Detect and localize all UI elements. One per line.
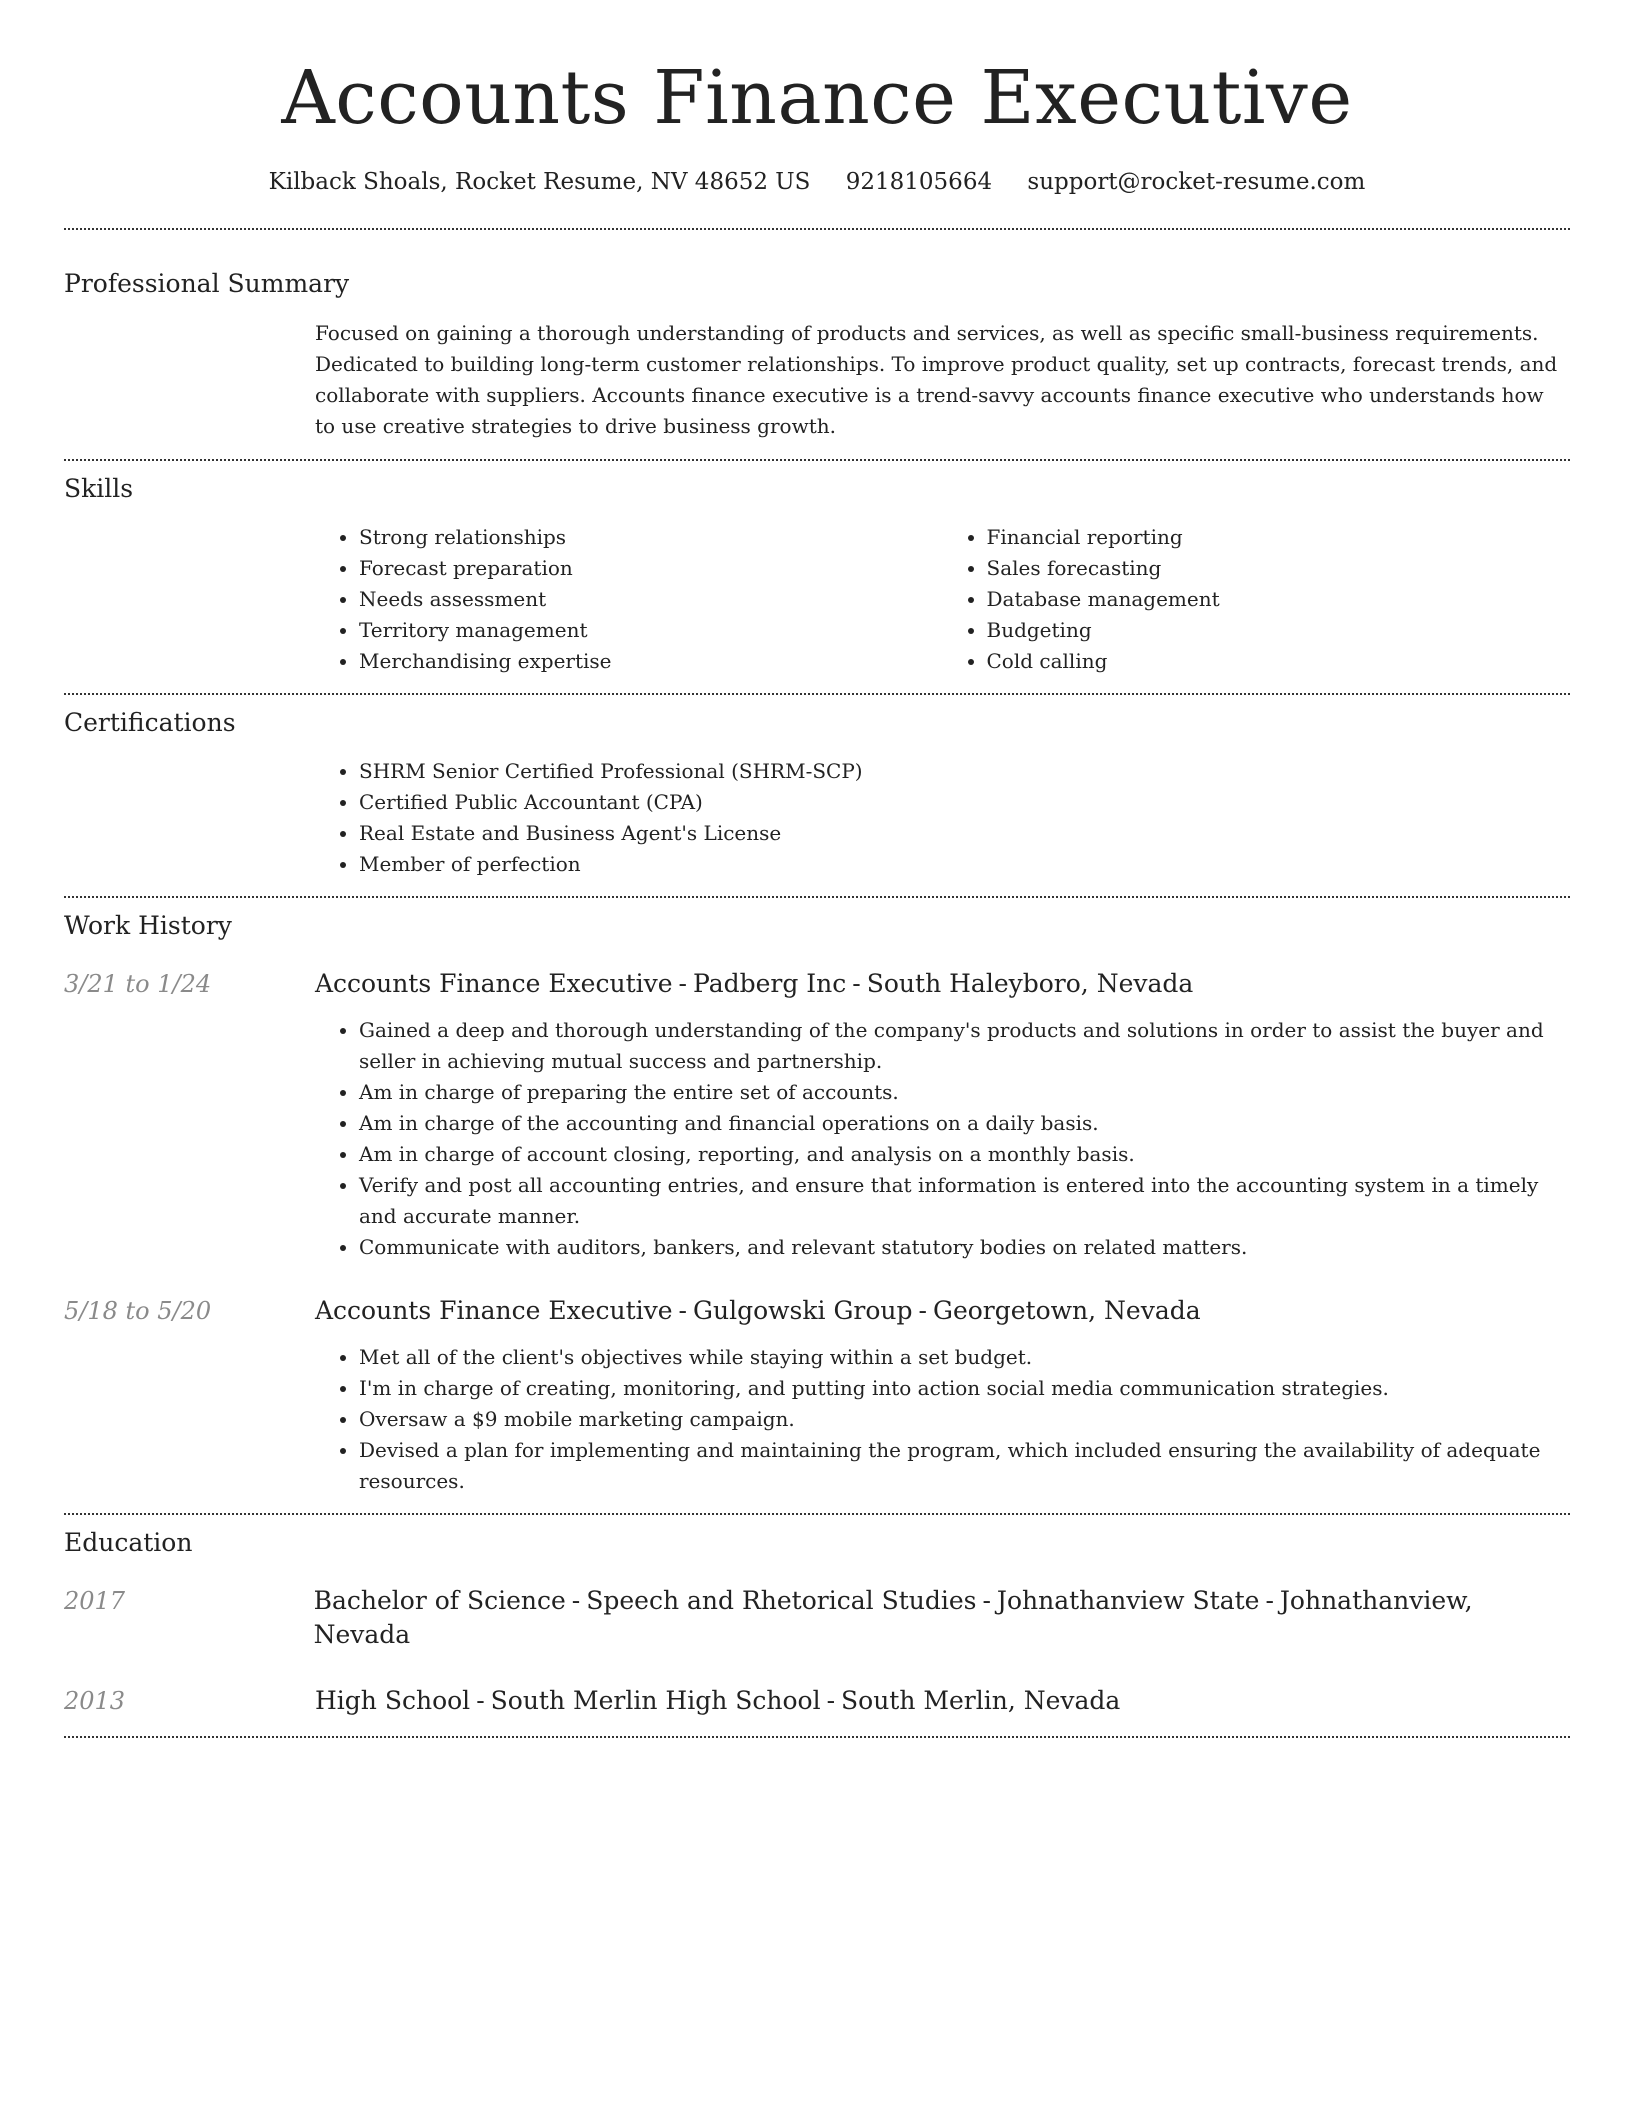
separator: - — [852, 969, 861, 998]
job-location: Georgetown, Nevada — [932, 1296, 1201, 1325]
certification-item: • SHRM Senior Certified Professional (SHRM-SCP) — [359, 756, 1570, 787]
job-bullet: • Am in charge of account closing, reporting, and analysis on a monthly basis. — [359, 1139, 1570, 1170]
skill-item: • Database management — [987, 584, 1571, 615]
education-year: 2017 — [64, 1587, 126, 1615]
education-degree: Bachelor of Science — [313, 1586, 566, 1615]
separator: - — [571, 1586, 581, 1615]
section-divider — [64, 896, 1570, 898]
job-role: Accounts Finance Executive — [315, 1296, 673, 1325]
job-entry — [64, 967, 1570, 1001]
section-divider — [64, 1736, 1570, 1738]
job-dates: 3/21 to 1/24 — [64, 970, 212, 998]
resume-page — [64, 0, 1570, 1738]
job-dates: 5/18 to 5/20 — [64, 1297, 212, 1325]
education-location: Johnathanview, Nevada — [313, 1586, 1473, 1649]
job-bullet: • Met all of the client's objectives while staying within a set budget. — [359, 1342, 1570, 1373]
skill-item: • Needs assessment — [359, 584, 943, 615]
skill-item: • Sales forecasting — [987, 553, 1571, 584]
education-field: Speech and Rhetorical Studies — [586, 1586, 977, 1615]
separator: - — [826, 1686, 836, 1715]
separator: - — [918, 1296, 927, 1325]
skills-heading: Skills — [64, 474, 134, 503]
job-bullets — [315, 1342, 1570, 1497]
skills-list-left — [315, 522, 943, 677]
certification-item: • Certified Public Accountant (CPA) — [359, 787, 1570, 818]
job-bullets — [315, 1015, 1570, 1263]
contact-email: support@rocket-resume.com — [1027, 169, 1366, 195]
work-history-section — [64, 909, 1570, 1497]
education-title-line — [315, 1684, 1120, 1718]
education-school: Johnathanview State — [996, 1586, 1260, 1615]
education-degree: High School — [315, 1686, 471, 1715]
job-bullet: • Am in charge of preparing the entire set of accounts. — [359, 1077, 1570, 1108]
education-title-line — [314, 1584, 1570, 1652]
certifications-heading: Certifications — [64, 708, 236, 737]
skills-columns — [315, 522, 1570, 677]
summary-section — [64, 267, 1570, 442]
skills-list-right — [943, 522, 1571, 677]
education-year: 2013 — [64, 1687, 126, 1715]
job-location: South Haleyboro, Nevada — [866, 969, 1194, 998]
job-details — [315, 1015, 1570, 1263]
education-location: South Merlin, Nevada — [841, 1686, 1121, 1715]
skill-item: • Cold calling — [987, 646, 1571, 677]
skill-item: • Financial reporting — [987, 522, 1571, 553]
job-title-line — [315, 967, 1193, 1001]
education-heading: Education — [64, 1528, 193, 1557]
job-entry — [64, 1294, 1570, 1328]
skill-item: • Budgeting — [987, 615, 1571, 646]
education-school: South Merlin High School — [490, 1686, 821, 1715]
job-bullet: • Communicate with auditors, bankers, and relevant statutory bodies on related matters. — [359, 1232, 1570, 1263]
job-bullet: • Gained a deep and thorough understanding of the company's products and solutions in order to assist the buyer and seller in achieving mutual success and partnership. — [359, 1015, 1570, 1077]
skill-item: • Strong relationships — [359, 522, 943, 553]
job-company: Padberg Inc — [693, 969, 847, 998]
contact-phone: 9218105664 — [845, 169, 993, 195]
certifications-block — [315, 756, 1570, 880]
job-bullet: • Am in charge of the accounting and financial operations on a daily basis. — [359, 1108, 1570, 1139]
job-title-line — [315, 1294, 1201, 1328]
certification-item: • Real Estate and Business Agent's License — [359, 818, 1570, 849]
certification-item: • Member of perfection — [359, 849, 1570, 880]
summary-heading: Professional Summary — [64, 269, 350, 298]
job-bullet: • Devised a plan for implementing and maintaining the program, which included ensuring the availability of adequate resources. — [359, 1435, 1570, 1497]
certifications-list — [315, 756, 1570, 880]
job-bullet: • Verify and post all accounting entries, and ensure that information is entered into the accounting system in a timely and accurate manner. — [359, 1170, 1570, 1232]
section-divider — [64, 459, 1570, 461]
candidate-name: Accounts Finance Executive — [281, 55, 1353, 141]
contact-address: Kilback Shoals, Rocket Resume, NV 48652 US — [268, 169, 811, 195]
education-entry — [64, 1584, 1570, 1652]
section-divider — [64, 693, 1570, 695]
separator: - — [476, 1686, 485, 1715]
section-divider — [64, 1513, 1570, 1515]
separator: - — [982, 1586, 991, 1615]
work-history-heading: Work History — [64, 911, 232, 940]
section-divider — [64, 228, 1570, 230]
separator: - — [678, 969, 687, 998]
skill-item: • Merchandising expertise — [359, 646, 943, 677]
job-bullet: • I'm in charge of creating, monitoring, and putting into action social media communication strategies. — [359, 1373, 1570, 1404]
certifications-section — [64, 706, 1570, 880]
job-bullet: • Oversaw a $9 mobile marketing campaign. — [359, 1404, 1570, 1435]
education-section — [64, 1526, 1570, 1718]
contact-line — [64, 166, 1570, 198]
separator: - — [1265, 1586, 1274, 1615]
skill-item: • Forecast preparation — [359, 553, 943, 584]
job-details — [315, 1342, 1570, 1497]
education-entry — [64, 1684, 1570, 1718]
skill-item: • Territory management — [359, 615, 943, 646]
job-company: Gulgowski Group — [693, 1296, 913, 1325]
skills-section — [64, 472, 1570, 677]
job-role: Accounts Finance Executive — [315, 969, 673, 998]
summary-text: Focused on gaining a thorough understanding of products and services, as well as specific small-business requirements. Dedicated to building long-term customer relationships. To improve product quality, set up contracts, forecast trends, and collaborate with suppliers. Accounts finance executive is a trend-savvy accounts finance executive who understands how to use creative strategies to drive business growth. — [315, 321, 1558, 438]
separator: - — [678, 1296, 687, 1325]
